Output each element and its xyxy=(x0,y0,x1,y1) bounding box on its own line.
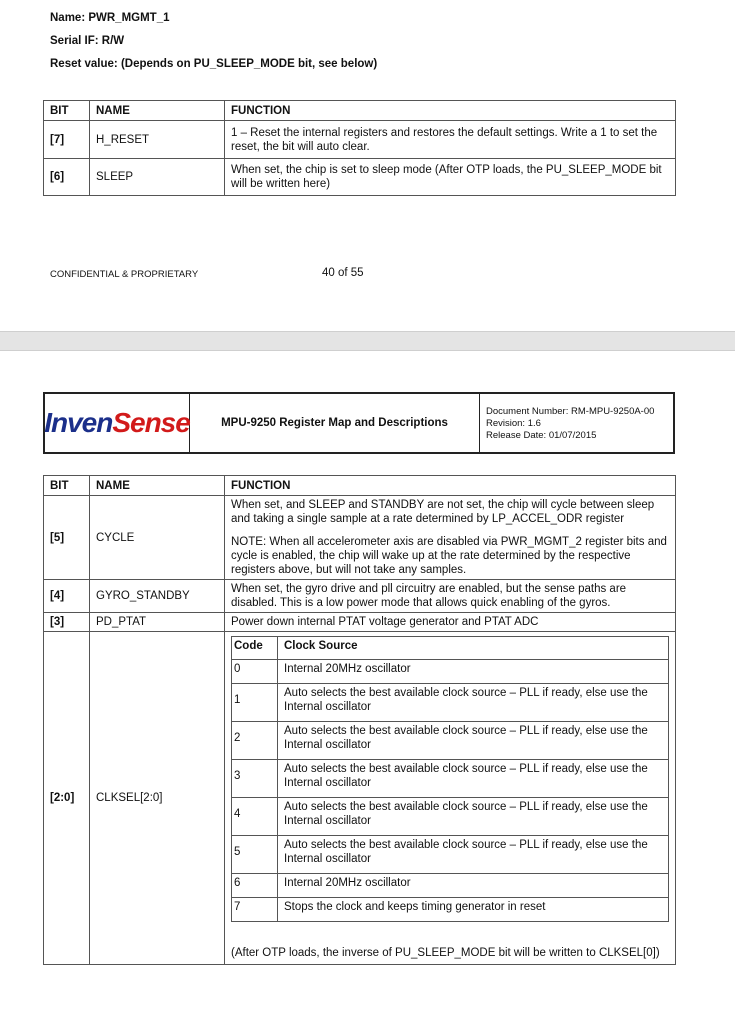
table-header-row xyxy=(44,101,676,121)
source-cell: Auto selects the best available clock source – PLL if ready, else use the Internal oscillator xyxy=(278,722,669,760)
table-row xyxy=(44,632,676,965)
header-name: NAME xyxy=(90,476,225,496)
clock-source-row xyxy=(232,798,669,836)
code-cell: 3 xyxy=(232,760,278,798)
header-function: FUNCTION xyxy=(225,101,676,121)
invensense-logo xyxy=(45,394,190,452)
code-header: Code xyxy=(232,637,278,660)
source-cell: Internal 20MHz oscillator xyxy=(278,874,669,898)
bit-cell: [4] xyxy=(44,580,90,613)
name-cell: SLEEP xyxy=(90,159,225,196)
source-cell: Internal 20MHz oscillator xyxy=(278,660,669,684)
source-cell: Auto selects the best available clock source – PLL if ready, else use the Internal oscillator xyxy=(278,836,669,874)
table-row xyxy=(44,159,676,196)
code-cell: 2 xyxy=(232,722,278,760)
cycle-note: NOTE: When all accelerometer axis are disabled via PWR_MGMT_2 register bits and cycle is enabled, the chip will wake up at the rate determined by the respective registers above, but will not take any samples. xyxy=(231,536,667,576)
function-cell xyxy=(225,632,676,965)
source-cell: Auto selects the best available clock source – PLL if ready, else use the Internal oscillator xyxy=(278,798,669,836)
register-table-part1 xyxy=(43,100,676,196)
bit-cell: [3] xyxy=(44,613,90,632)
function-cell: 1 – Reset the internal registers and restores the default settings. Write a 1 to set the reset, the bit will auto clear. xyxy=(225,121,676,159)
logo-part-inven: Inven xyxy=(44,407,113,438)
function-cell: When set, the gyro drive and pll circuitry are enabled, but the sense paths are disabled. This is a low power mode that allows quick enabling of the gyros. xyxy=(225,580,676,613)
document-title: MPU-9250 Register Map and Descriptions xyxy=(190,394,480,452)
document-number: Document Number: RM-MPU-9250A-00 xyxy=(486,406,655,417)
header-bit: BIT xyxy=(44,101,90,121)
page-number: 40 of 55 xyxy=(322,267,364,279)
name-cell: CLKSEL[2:0] xyxy=(90,632,225,965)
clock-source-header-row xyxy=(232,637,669,660)
header-function: FUNCTION xyxy=(225,476,676,496)
code-cell: 5 xyxy=(232,836,278,874)
logo-part-sense: Sense xyxy=(112,407,190,438)
document-info xyxy=(480,394,673,452)
document-header xyxy=(43,392,675,454)
function-cell xyxy=(225,496,676,580)
clock-source-row xyxy=(232,874,669,898)
function-cell: Power down internal PTAT voltage generator and PTAT ADC xyxy=(225,613,676,632)
serial-interface: Serial IF: R/W xyxy=(50,35,125,47)
revision: Revision: 1.6 xyxy=(486,418,541,429)
table-row xyxy=(44,496,676,580)
clksel-note: (After OTP loads, the inverse of PU_SLEEP_MODE bit will be written to CLKSEL[0]) xyxy=(231,947,660,959)
table-header-row xyxy=(44,476,676,496)
table-row xyxy=(44,613,676,632)
clock-source-row xyxy=(232,760,669,798)
header-name: NAME xyxy=(90,101,225,121)
name-cell: GYRO_STANDBY xyxy=(90,580,225,613)
bit-cell: [2:0] xyxy=(44,632,90,965)
page-separator xyxy=(0,331,735,351)
table-row xyxy=(44,121,676,159)
bit-cell: [7] xyxy=(44,121,90,159)
bit-cell: [6] xyxy=(44,159,90,196)
cycle-description: When set, and SLEEP and STANDBY are not set, the chip will cycle between sleep and taking a single sample at a rate determined by LP_ACCEL_ODR register xyxy=(231,499,655,525)
code-cell: 4 xyxy=(232,798,278,836)
code-cell: 7 xyxy=(232,898,278,922)
clock-source-row xyxy=(232,722,669,760)
bit-cell: [5] xyxy=(44,496,90,580)
release-date: Release Date: 01/07/2015 xyxy=(486,430,597,441)
clock-source-header: Clock Source xyxy=(278,637,669,660)
code-cell: 6 xyxy=(232,874,278,898)
clock-source-table xyxy=(231,636,669,922)
reset-value: Reset value: (Depends on PU_SLEEP_MODE bit, see below) xyxy=(50,58,378,70)
code-cell: 1 xyxy=(232,684,278,722)
name-cell: H_RESET xyxy=(90,121,225,159)
clock-source-row xyxy=(232,660,669,684)
table-row xyxy=(44,580,676,613)
header-bit: BIT xyxy=(44,476,90,496)
source-cell: Stops the clock and keeps timing generator in reset xyxy=(278,898,669,922)
name-cell: CYCLE xyxy=(90,496,225,580)
source-cell: Auto selects the best available clock source – PLL if ready, else use the Internal oscillator xyxy=(278,684,669,722)
function-cell: When set, the chip is set to sleep mode (After OTP loads, the PU_SLEEP_MODE bit will be written here) xyxy=(225,159,676,196)
register-name: Name: PWR_MGMT_1 xyxy=(50,12,170,24)
clock-source-row xyxy=(232,898,669,922)
name-cell: PD_PTAT xyxy=(90,613,225,632)
clock-source-row xyxy=(232,684,669,722)
source-cell: Auto selects the best available clock source – PLL if ready, else use the Internal oscillator xyxy=(278,760,669,798)
confidential-footer: CONFIDENTIAL & PROPRIETARY xyxy=(50,269,199,280)
clock-source-row xyxy=(232,836,669,874)
register-table-part2 xyxy=(43,475,676,965)
code-cell: 0 xyxy=(232,660,278,684)
